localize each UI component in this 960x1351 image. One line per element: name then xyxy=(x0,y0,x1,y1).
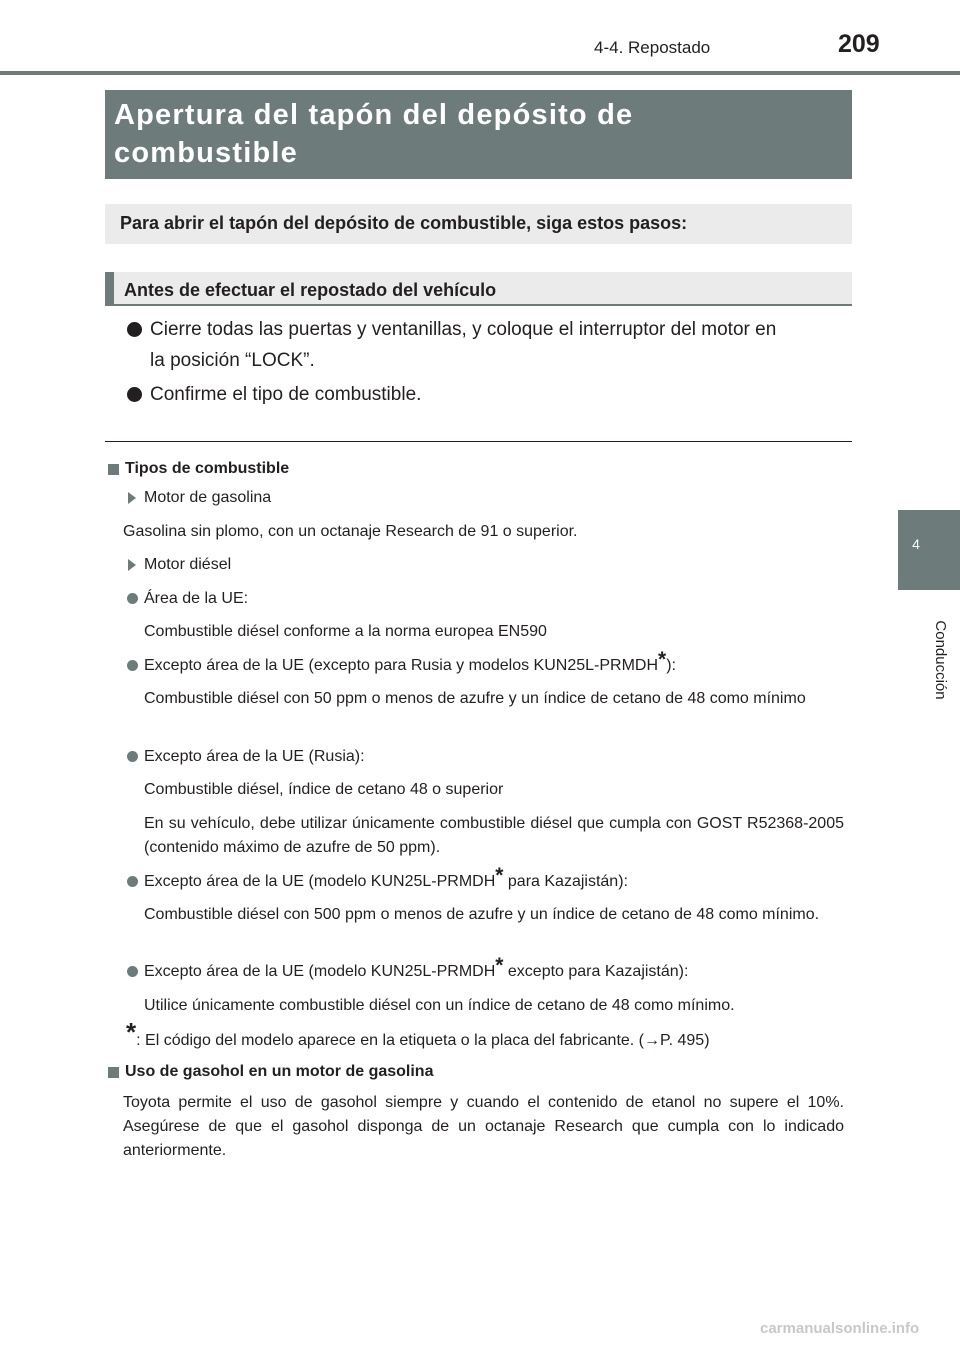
square-bullet-icon xyxy=(108,464,119,475)
diesel-label: Motor diésel xyxy=(144,556,232,573)
fuel-item-label xyxy=(144,648,676,678)
page-title xyxy=(114,96,814,172)
square-bullet-icon xyxy=(108,1067,119,1078)
fuel-item-text: Combustible diésel conforme a la norma europea EN590 xyxy=(144,623,547,640)
chapter-number: 4 xyxy=(912,536,920,552)
dot-bullet-icon xyxy=(127,876,138,887)
section-divider xyxy=(105,441,852,442)
subheading-bar xyxy=(105,272,114,306)
fuel-item-label-text: ): xyxy=(666,657,676,674)
footnote-star: * xyxy=(495,864,504,887)
header-rule xyxy=(0,71,960,75)
bullet-item xyxy=(150,314,850,376)
dot-bullet-icon xyxy=(127,966,138,977)
bullet-icon xyxy=(127,322,142,337)
fuel-item-label xyxy=(144,864,628,894)
fuel-item-label xyxy=(144,954,689,984)
section-heading-gasohol: Uso de gasohol en un motor de gasolina xyxy=(125,1063,434,1080)
fuel-item-text: Combustible diésel con 50 ppm o menos de azufre y un índice de cetano de 48 como mínimo xyxy=(144,690,806,707)
bullet-line: Cierre todas las puertas y ventanillas, y coloque el interruptor del motor en xyxy=(150,319,777,340)
fuel-item-label-text: Excepto área de la UE (excepto para Rusia y modelos KUN25L-PRMDH xyxy=(144,657,659,674)
dot-bullet-icon xyxy=(127,751,138,762)
section-heading-fuel-types: Tipos de combustible xyxy=(125,460,290,477)
fuel-item-label: Excepto área de la UE (Rusia): xyxy=(144,748,365,765)
fuel-item-text: Utilice únicamente combustible diésel con un índice de cetano de 48 como mínimo. xyxy=(144,997,735,1014)
footnote-star: * xyxy=(658,648,667,671)
gasoline-text: Gasolina sin plomo, con un octanaje Research de 91 o superior. xyxy=(123,523,578,540)
chapter-label: Conducción xyxy=(932,620,949,700)
bullet-item: Confirme el tipo de combustible. xyxy=(150,384,422,405)
fuel-item-label-text: Excepto área de la UE (modelo KUN25L-PRMDH xyxy=(144,873,496,890)
intro-text: Para abrir el tapón del depósito de combustible, siga estos pasos: xyxy=(120,213,688,233)
dot-bullet-icon xyxy=(127,660,138,671)
footnote-text: : El código del modelo aparece en la etiqueta o la placa del fabricante. (→P. 495) xyxy=(136,1032,710,1049)
bullet-icon xyxy=(127,387,142,402)
fuel-item-label-text: excepto para Kazajistán): xyxy=(503,963,689,980)
fuel-item-label-text: Excepto área de la UE (modelo KUN25L-PRMDH xyxy=(144,963,496,980)
triangle-bullet-icon xyxy=(128,492,136,504)
running-header-section: 4-4. Repostado xyxy=(594,38,711,57)
page-title-line1: Apertura del tapón del depósito de xyxy=(114,99,634,131)
gasoline-label: Motor de gasolina xyxy=(144,489,272,506)
triangle-bullet-icon xyxy=(128,559,136,571)
fuel-item-label-text: para Kazajistán): xyxy=(503,873,628,890)
fuel-item-text: Combustible diésel con 500 ppm o menos de azufre y un índice de cetano de 48 como mínimo. xyxy=(144,906,820,923)
footnote-star: * xyxy=(126,1017,137,1047)
footnote xyxy=(126,1017,710,1053)
bullet-line: la posición “LOCK”. xyxy=(150,350,315,371)
watermark: carmanualsonline.info xyxy=(760,1320,920,1337)
fuel-item-text: Combustible diésel, índice de cetano 48 o superior xyxy=(144,781,504,798)
subheading: Antes de efectuar el repostado del vehículo xyxy=(124,280,497,300)
fuel-item-label: Área de la UE: xyxy=(144,590,249,607)
page-title-line2: combustible xyxy=(114,137,298,169)
gasohol-text: Toyota permite el uso de gasohol siempre y cuando el contenido de etanol no supere el 10%. Asegúrese de que el gasohol disponga de un octanaje Research que cumpla con lo indicado anteriormente. xyxy=(123,1094,844,1159)
dot-bullet-icon xyxy=(127,593,138,604)
fuel-item-text: En su vehículo, debe utilizar únicamente combustible diésel que cumpla con GOST R52368-2005 (contenido máximo de azufre de 50 ppm). xyxy=(144,815,844,856)
page-number: 209 xyxy=(838,30,880,58)
footnote-star: * xyxy=(495,954,504,977)
